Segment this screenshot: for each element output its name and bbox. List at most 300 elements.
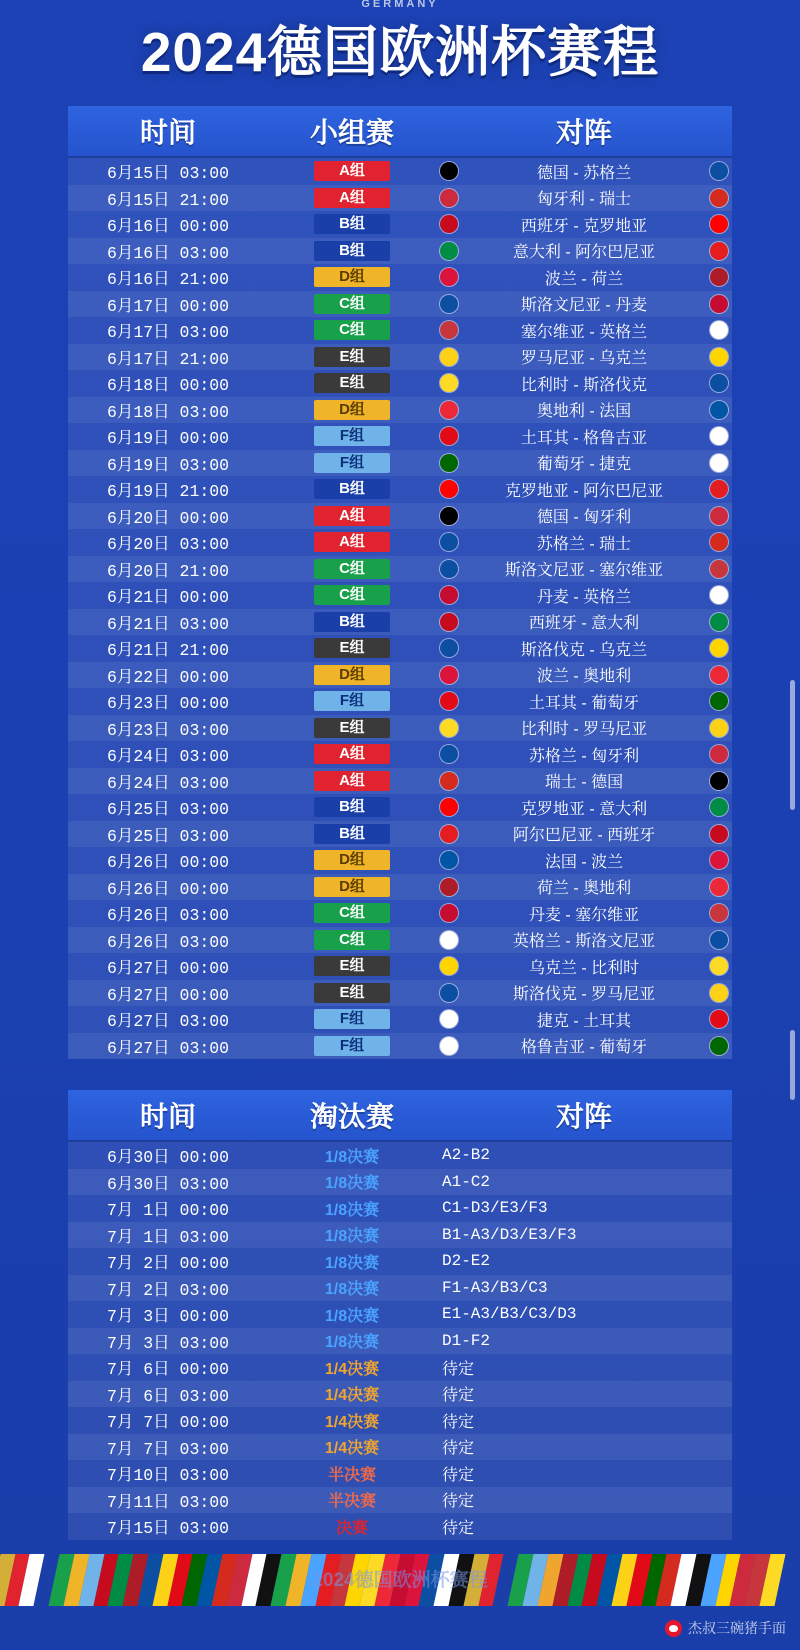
row-group-cell: [268, 612, 436, 632]
away-flag-icon: [710, 507, 728, 525]
row-match-cell: [436, 610, 732, 633]
group-badge: C组: [314, 294, 390, 314]
table-row: [68, 1301, 732, 1328]
row-group-cell: [268, 877, 436, 897]
row-stage: 1/8决赛: [324, 1201, 380, 1219]
match-teams: 苏格兰 - 匈牙利: [528, 747, 640, 765]
knockout-table: [68, 1090, 732, 1540]
table-row: [68, 715, 732, 742]
row-group-cell: [268, 956, 436, 976]
scrollbar-hint-lower[interactable]: [790, 1030, 795, 1100]
row-group-cell: [268, 665, 436, 685]
row-group-cell: [268, 267, 436, 287]
group-badge: D组: [314, 267, 390, 287]
away-flag-icon: [710, 904, 728, 922]
match-teams: 波兰 - 奥地利: [536, 668, 632, 686]
table-row: [68, 1248, 732, 1275]
table-row: [68, 1328, 732, 1355]
home-flag-icon: [440, 454, 458, 472]
match-teams: 丹麦 - 塞尔维亚: [528, 906, 640, 924]
match-teams: 意大利 - 阿尔巴尼亚: [512, 244, 656, 262]
row-group-cell: [268, 930, 436, 950]
row-time: 7月10日 03:00: [106, 1466, 230, 1486]
away-flag-icon: [710, 825, 728, 843]
home-flag-icon: [440, 1010, 458, 1028]
match-teams: 土耳其 - 格鲁吉亚: [520, 429, 648, 447]
home-flag-icon: [440, 878, 458, 896]
group-badge: A组: [314, 744, 390, 764]
table-row: [68, 556, 732, 583]
row-group-cell: [268, 294, 436, 314]
group-badge: E组: [314, 718, 390, 738]
row-group-cell: [268, 400, 436, 420]
home-flag-icon: [440, 851, 458, 869]
away-flag-icon: [710, 1037, 728, 1055]
row-time: 6月16日 00:00: [106, 217, 230, 237]
row-match-cell: [436, 822, 732, 845]
row-time: 6月15日 21:00: [106, 190, 230, 210]
away-flag-icon: [710, 586, 728, 604]
row-stage: 1/8决赛: [324, 1175, 380, 1193]
home-flag-icon: [440, 321, 458, 339]
table-row: [68, 927, 732, 954]
row-group-cell: [268, 1036, 436, 1056]
match-teams: 斯洛文尼亚 - 丹麦: [520, 297, 648, 315]
table-row: [68, 185, 732, 212]
away-flag-icon: [710, 613, 728, 631]
group-badge: C组: [314, 930, 390, 950]
away-flag-icon: [710, 798, 728, 816]
group-badge: E组: [314, 983, 390, 1003]
group-badge: D组: [314, 850, 390, 870]
group-badge: F组: [314, 691, 390, 711]
match-teams: 比利时 - 罗马尼亚: [520, 721, 648, 739]
group-badge: F组: [314, 453, 390, 473]
match-teams: 匈牙利 - 瑞士: [536, 191, 632, 209]
row-time: 6月18日 03:00: [106, 402, 230, 422]
row-stage: 1/4决赛: [324, 1413, 380, 1431]
row-stage: 1/8决赛: [324, 1334, 380, 1352]
row-matchup: A2-B2: [442, 1146, 491, 1165]
row-matchup: D2-E2: [442, 1252, 491, 1271]
row-match-cell: [436, 637, 732, 660]
group-badge: D组: [314, 665, 390, 685]
scrollbar-hint-upper[interactable]: [790, 680, 795, 810]
row-time: 6月26日 00:00: [106, 853, 230, 873]
row-group-cell: [268, 638, 436, 658]
row-stage: 1/8决赛: [324, 1148, 380, 1166]
group-badge: D组: [314, 400, 390, 420]
home-flag-icon: [440, 401, 458, 419]
group-stage-rows: [68, 158, 732, 1059]
row-group-cell: [268, 850, 436, 870]
row-time: 6月27日 03:00: [106, 1038, 230, 1058]
row-time: 6月26日 03:00: [106, 906, 230, 926]
row-time: 7月 3日 00:00: [106, 1307, 230, 1327]
row-match-cell: [436, 504, 732, 527]
row-matchup: D1-F2: [442, 1331, 491, 1350]
home-flag-icon: [440, 533, 458, 551]
match-teams: 斯洛文尼亚 - 塞尔维亚: [504, 562, 664, 580]
row-group-cell: [268, 426, 436, 446]
row-matchup: C1-D3/E3/F3: [442, 1199, 548, 1218]
row-match-cell: [436, 796, 732, 819]
group-badge: D组: [314, 877, 390, 897]
row-match-cell: [436, 743, 732, 766]
home-flag-icon: [440, 586, 458, 604]
group-badge: E组: [314, 373, 390, 393]
home-flag-icon: [440, 931, 458, 949]
home-flag-icon: [440, 666, 458, 684]
row-match-cell: [436, 928, 732, 951]
match-teams: 西班牙 - 克罗地亚: [520, 217, 648, 235]
row-match-cell: [436, 266, 732, 289]
table-row: [68, 211, 732, 238]
row-time: 6月16日 21:00: [106, 270, 230, 290]
home-flag-icon: [440, 639, 458, 657]
table-row: [68, 821, 732, 848]
group-badge: A组: [314, 188, 390, 208]
away-flag-icon: [710, 851, 728, 869]
row-group-cell: [268, 797, 436, 817]
row-time: 6月27日 00:00: [106, 959, 230, 979]
row-group-cell: [268, 188, 436, 208]
row-time: 6月25日 03:00: [106, 826, 230, 846]
match-teams: 比利时 - 斯洛伐克: [520, 376, 648, 394]
row-matchup: 待定: [442, 1387, 475, 1406]
credit-author: 杰叔三碗猪手面: [688, 1620, 786, 1636]
row-time: 6月19日 21:00: [106, 482, 230, 502]
table-row: [68, 1407, 732, 1434]
row-time: 6月20日 00:00: [106, 508, 230, 528]
table-row: [68, 1354, 732, 1381]
row-match-cell: [436, 849, 732, 872]
row-group-cell: [268, 479, 436, 499]
group-stage-table: [68, 106, 732, 1059]
row-time: 6月25日 03:00: [106, 800, 230, 820]
row-match-cell: [436, 213, 732, 236]
row-time: 6月24日 03:00: [106, 773, 230, 793]
row-group-cell: [268, 532, 436, 552]
away-flag-icon: [710, 215, 728, 233]
group-badge: F组: [314, 1009, 390, 1029]
row-match-cell: [436, 478, 732, 501]
row-stage: 1/8决赛: [324, 1281, 380, 1299]
match-teams: 西班牙 - 意大利: [528, 615, 640, 633]
table-row: [68, 582, 732, 609]
home-flag-icon: [440, 242, 458, 260]
group-badge: A组: [314, 161, 390, 181]
home-flag-icon: [440, 798, 458, 816]
away-flag-icon: [710, 348, 728, 366]
match-teams: 罗马尼亚 - 乌克兰: [520, 350, 648, 368]
knockout-rows: [68, 1142, 732, 1540]
row-stage: 1/8决赛: [324, 1228, 380, 1246]
row-group-cell: [268, 771, 436, 791]
home-flag-icon: [440, 692, 458, 710]
home-flag-icon: [440, 719, 458, 737]
group-badge: B组: [314, 824, 390, 844]
away-flag-icon: [710, 772, 728, 790]
table-row: [68, 1434, 732, 1461]
row-group-cell: [268, 161, 436, 181]
group-badge: C组: [314, 320, 390, 340]
row-time: 7月 1日 03:00: [106, 1227, 230, 1247]
table-row: [68, 158, 732, 185]
row-time: 6月30日 00:00: [106, 1148, 230, 1168]
table-row: [68, 1195, 732, 1222]
row-stage: 决赛: [335, 1519, 368, 1537]
group-badge: B组: [314, 241, 390, 261]
row-match-cell: [436, 160, 732, 183]
match-teams: 荷兰 - 奥地利: [536, 880, 632, 898]
poster-title-band: [60, 8, 740, 86]
group-badge: E组: [314, 347, 390, 367]
group-badge: B组: [314, 479, 390, 499]
row-time: 6月19日 00:00: [106, 429, 230, 449]
table-row: [68, 529, 732, 556]
table-row: [68, 1033, 732, 1060]
table-row: [68, 450, 732, 477]
row-match-cell: [436, 425, 732, 448]
table-row: [68, 847, 732, 874]
row-time: 6月22日 00:00: [106, 667, 230, 687]
row-matchup: 待定: [442, 1519, 475, 1538]
home-flag-icon: [440, 348, 458, 366]
away-flag-icon: [710, 401, 728, 419]
away-flag-icon: [710, 666, 728, 684]
row-match-cell: [436, 1034, 732, 1057]
row-time: 7月 6日 00:00: [106, 1360, 230, 1380]
row-time: 7月 7日 00:00: [106, 1413, 230, 1433]
table-row: [68, 344, 732, 371]
group-badge: F组: [314, 426, 390, 446]
row-time: 6月17日 21:00: [106, 349, 230, 369]
row-group-cell: [268, 373, 436, 393]
match-teams: 捷克 - 土耳其: [536, 1012, 632, 1030]
row-group-cell: [268, 744, 436, 764]
row-match-cell: [436, 557, 732, 580]
away-flag-icon: [710, 957, 728, 975]
group-badge: A组: [314, 506, 390, 526]
match-teams: 土耳其 - 葡萄牙: [528, 694, 640, 712]
row-matchup: A1-C2: [442, 1172, 491, 1191]
away-flag-icon: [710, 560, 728, 578]
row-group-cell: [268, 691, 436, 711]
row-group-cell: [268, 718, 436, 738]
group-badge: B组: [314, 612, 390, 632]
col-header-time: 时间: [139, 117, 196, 148]
row-time: 6月26日 00:00: [106, 879, 230, 899]
table-row: [68, 291, 732, 318]
away-flag-icon: [710, 931, 728, 949]
away-flag-icon: [710, 480, 728, 498]
row-match-cell: [436, 239, 732, 262]
home-flag-icon: [440, 295, 458, 313]
row-matchup: F1-A3/B3/C3: [442, 1278, 548, 1297]
group-badge: E组: [314, 956, 390, 976]
home-flag-icon: [440, 268, 458, 286]
table-row: [68, 635, 732, 662]
group-badge: E组: [314, 638, 390, 658]
home-flag-icon: [440, 825, 458, 843]
match-teams: 德国 - 苏格兰: [536, 164, 632, 182]
home-flag-icon: [440, 613, 458, 631]
ko-col-header-match: 对阵: [555, 1101, 612, 1132]
table-row: [68, 238, 732, 265]
match-teams: 格鲁吉亚 - 葡萄牙: [520, 1039, 648, 1057]
home-flag-icon: [440, 374, 458, 392]
weibo-icon: [665, 1620, 682, 1637]
row-matchup: 待定: [442, 1440, 475, 1459]
away-flag-icon: [710, 162, 728, 180]
credit-block: [665, 1618, 786, 1638]
table-row: [68, 980, 732, 1007]
row-group-cell: [268, 506, 436, 526]
table-row: [68, 1275, 732, 1302]
away-flag-icon: [710, 984, 728, 1002]
away-flag-icon: [710, 719, 728, 737]
col-header-group: 小组赛: [309, 117, 394, 148]
supertitle: GERMANY: [361, 0, 439, 10]
away-flag-icon: [710, 321, 728, 339]
away-flag-icon: [710, 454, 728, 472]
row-match-cell: [436, 398, 732, 421]
away-flag-icon: [710, 745, 728, 763]
home-flag-icon: [440, 162, 458, 180]
knockout-header: [68, 1090, 732, 1142]
match-teams: 斯洛伐克 - 罗马尼亚: [512, 986, 656, 1004]
table-row: [68, 609, 732, 636]
match-teams: 奥地利 - 法国: [536, 403, 632, 421]
row-group-cell: [268, 1009, 436, 1029]
row-group-cell: [268, 559, 436, 579]
row-group-cell: [268, 320, 436, 340]
away-flag-icon: [710, 427, 728, 445]
row-stage: 1/8决赛: [324, 1307, 380, 1325]
row-group-cell: [268, 585, 436, 605]
group-badge: F组: [314, 1036, 390, 1056]
row-time: 7月 2日 03:00: [106, 1280, 230, 1300]
table-row: [68, 662, 732, 689]
row-time: 6月20日 03:00: [106, 535, 230, 555]
row-stage: 1/4决赛: [324, 1387, 380, 1405]
row-match-cell: [436, 1008, 732, 1031]
away-flag-icon: [710, 189, 728, 207]
row-time: 6月30日 03:00: [106, 1174, 230, 1194]
away-flag-icon: [710, 878, 728, 896]
away-flag-icon: [710, 692, 728, 710]
row-match-cell: [436, 319, 732, 342]
row-time: 7月 3日 03:00: [106, 1333, 230, 1353]
table-row: [68, 503, 732, 530]
row-stage: 1/4决赛: [324, 1440, 380, 1458]
row-match-cell: [436, 531, 732, 554]
row-matchup: 待定: [442, 1413, 475, 1432]
row-matchup: B1-A3/D3/E3/F3: [442, 1225, 577, 1244]
table-row: [68, 423, 732, 450]
match-teams: 波兰 - 荷兰: [544, 270, 624, 288]
row-time: 6月17日 03:00: [106, 323, 230, 343]
home-flag-icon: [440, 772, 458, 790]
group-stage-header: [68, 106, 732, 158]
row-time: 6月18日 00:00: [106, 376, 230, 396]
group-badge: C组: [314, 559, 390, 579]
row-time: 6月21日 03:00: [106, 614, 230, 634]
home-flag-icon: [440, 215, 458, 233]
row-group-cell: [268, 214, 436, 234]
row-time: 6月23日 00:00: [106, 694, 230, 714]
match-teams: 阿尔巴尼亚 - 西班牙: [512, 827, 656, 845]
match-teams: 英格兰 - 斯洛文尼亚: [512, 933, 656, 951]
row-matchup: 待定: [442, 1466, 475, 1485]
table-row: [68, 1142, 732, 1169]
row-time: 6月20日 21:00: [106, 561, 230, 581]
row-group-cell: [268, 903, 436, 923]
match-teams: 斯洛伐克 - 乌克兰: [520, 641, 648, 659]
match-teams: 苏格兰 - 瑞士: [536, 535, 632, 553]
match-teams: 瑞士 - 德国: [544, 774, 624, 792]
group-badge: C组: [314, 585, 390, 605]
table-row: [68, 1222, 732, 1249]
home-flag-icon: [440, 189, 458, 207]
row-match-cell: [436, 690, 732, 713]
row-time: 6月17日 00:00: [106, 296, 230, 316]
row-stage: 1/8决赛: [324, 1254, 380, 1272]
row-stage: 半决赛: [327, 1466, 376, 1484]
away-flag-icon: [710, 639, 728, 657]
table-row: [68, 900, 732, 927]
home-flag-icon: [440, 427, 458, 445]
table-row: [68, 794, 732, 821]
table-row: [68, 1460, 732, 1487]
row-match-cell: [436, 955, 732, 978]
row-match-cell: [436, 875, 732, 898]
home-flag-icon: [440, 745, 458, 763]
row-match-cell: [436, 292, 732, 315]
match-teams: 法国 - 波兰: [544, 853, 624, 871]
home-flag-icon: [440, 984, 458, 1002]
table-row: [68, 1006, 732, 1033]
page-title: 2024德国欧洲杯赛程: [140, 20, 660, 83]
watermark-text: 2024德国欧洲杯赛程: [312, 1570, 488, 1591]
row-match-cell: [436, 663, 732, 686]
row-time: 7月11日 03:00: [106, 1492, 230, 1512]
away-flag-icon: [710, 268, 728, 286]
row-group-cell: [268, 983, 436, 1003]
row-group-cell: [268, 453, 436, 473]
match-teams: 克罗地亚 - 意大利: [520, 800, 648, 818]
home-flag-icon: [440, 480, 458, 498]
table-row: [68, 397, 732, 424]
row-time: 7月 1日 00:00: [106, 1201, 230, 1221]
group-badge: A组: [314, 771, 390, 791]
row-time: 6月16日 03:00: [106, 243, 230, 263]
home-flag-icon: [440, 1037, 458, 1055]
row-match-cell: [436, 345, 732, 368]
table-row: [68, 768, 732, 795]
row-matchup: E1-A3/B3/C3/D3: [442, 1305, 577, 1324]
row-group-cell: [268, 241, 436, 261]
row-match-cell: [436, 902, 732, 925]
ko-col-header-time: 时间: [139, 1101, 196, 1132]
away-flag-icon: [710, 374, 728, 392]
group-badge: C组: [314, 903, 390, 923]
table-row: [68, 688, 732, 715]
away-flag-icon: [710, 295, 728, 313]
row-match-cell: [436, 186, 732, 209]
row-time: 6月26日 03:00: [106, 932, 230, 952]
